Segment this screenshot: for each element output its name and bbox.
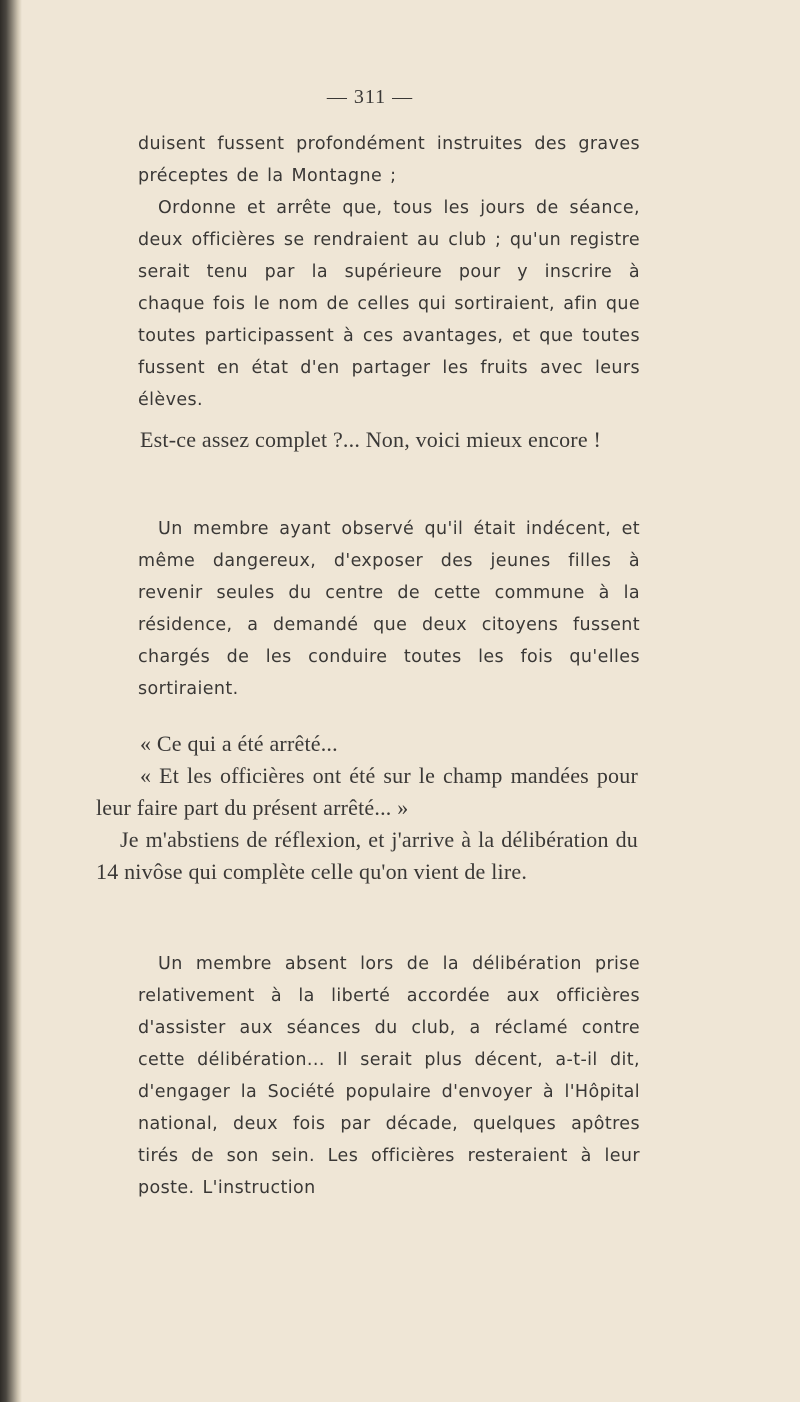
book-spine-shadow [0,0,22,1402]
paragraph-ordonne: Ordonne et arrête que, tous les jours de séance, deux officières se rendraient au club ; qu'un registre serait tenu par la supérieure pour y inscrire à chaque fois le nom de celles qui sortiraient, afin que toutes participassent à ces avantages, et que toutes fussent en état d'en partager les fruits avec leurs élèves. [138,198,640,410]
page-number: — 311 — [326,86,414,108]
paragraph-membre-absent: Un membre absent lors de la délibération prise relativement à la liberté accordée aux officières d'assister aux séances du club, a réclamé contre cette délibération... Il serait plus décent, a-t-il dit, d'engager la Société populaire d'envoyer à l'Hôpital national, deux fois par décade, quelques apôtres tirés de son sein. Les officières resteraient à leur poste. L'instruction [138,954,640,1198]
paragraph-arrete: « Ce qui a été arrêté... [140,731,338,756]
paragraph-reflexion: Je m'abstiens de réflexion, et j'arrive à la délibération du 14 nivôse qui complète celle qu'on vient de lire. [96,827,638,884]
paragraph-montagne: duisent fussent profondément instruites des graves préceptes de la Montagne ; [138,134,640,186]
paragraph-complet: Est-ce assez complet ?... Non, voici mieux encore ! [140,427,602,452]
paragraph-officieres-mandees: « Et les officières ont été sur le champ mandées pour leur faire part du présent arrêté... » [96,763,638,820]
paragraph-membre-indecent: Un membre ayant observé qu'il était indécent, et même dangereux, d'exposer des jeunes filles à revenir seules du centre de cette commune à la résidence, a demandé que deux citoyens fussent chargés de les conduire toutes les fois qu'elles sortiraient. [138,519,640,699]
